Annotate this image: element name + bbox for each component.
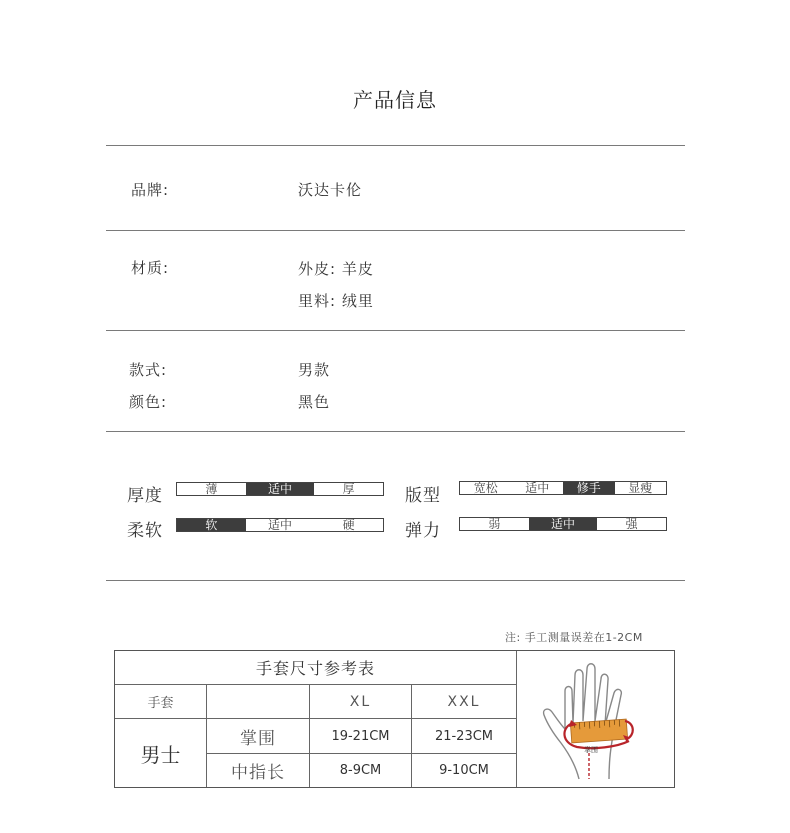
elasticity-option: 适中 — [529, 518, 598, 530]
size-table-title: 手套尺寸参考表 — [255, 659, 375, 678]
size-xxl: XXL — [447, 693, 481, 710]
measure-palm: 掌围 — [240, 728, 276, 749]
fit-option: 修手 — [563, 482, 615, 494]
finger-xl: 8-9CM — [339, 763, 382, 778]
diagram-label: 掌围 — [584, 746, 598, 754]
fit-label: 版型 — [405, 486, 441, 506]
brand-label: 品牌: — [131, 181, 170, 199]
finger-xxl: 9-10CM — [439, 763, 489, 778]
elasticity-scale — [459, 517, 667, 531]
divider — [106, 580, 685, 581]
fit-option: 宽松 — [473, 481, 498, 495]
palm-xl: 19-21CM — [331, 728, 390, 744]
softness-label: 柔软 — [127, 521, 163, 541]
brand-value: 沃达卡伦 — [298, 181, 363, 199]
palm-xxl: 21-23CM — [434, 728, 494, 744]
thickness-option: 适中 — [246, 483, 315, 495]
thickness-option: 厚 — [342, 482, 355, 496]
measurement-note: 注: 手工测量误差在1-2CM — [505, 631, 643, 644]
elasticity-option: 强 — [625, 517, 638, 531]
size-table-col-header: 手套 — [147, 696, 174, 711]
softness-scale — [176, 518, 384, 532]
page-title: 产品信息 — [353, 88, 437, 112]
group-men: 男士 — [140, 742, 181, 767]
elasticity-label: 弹力 — [405, 521, 441, 541]
measure-finger: 中指长 — [231, 763, 285, 783]
elasticity-option: 弱 — [488, 517, 501, 531]
divider — [106, 431, 685, 432]
fit-scale — [459, 481, 667, 495]
fit-option: 适中 — [525, 481, 550, 495]
hand-measurement-icon — [517, 651, 674, 787]
style-label: 款式: — [129, 361, 168, 379]
thickness-option: 薄 — [205, 482, 218, 496]
size-table — [114, 650, 675, 788]
color-label: 颜色: — [129, 393, 168, 411]
material-lining: 里料: 绒里 — [298, 292, 374, 310]
fit-option: 显瘦 — [628, 481, 653, 495]
material-outer: 外皮: 羊皮 — [298, 260, 374, 278]
size-xl: XL — [349, 693, 372, 710]
divider — [106, 330, 685, 331]
divider — [106, 230, 685, 231]
softness-option: 适中 — [268, 518, 293, 532]
divider — [106, 145, 685, 146]
thickness-label: 厚度 — [127, 486, 163, 506]
thickness-scale — [176, 482, 384, 496]
softness-option: 硬 — [342, 518, 355, 532]
style-value: 男款 — [298, 361, 331, 379]
softness-option: 软 — [177, 519, 246, 531]
material-label: 材质: — [131, 259, 170, 277]
color-value: 黑色 — [298, 393, 331, 411]
